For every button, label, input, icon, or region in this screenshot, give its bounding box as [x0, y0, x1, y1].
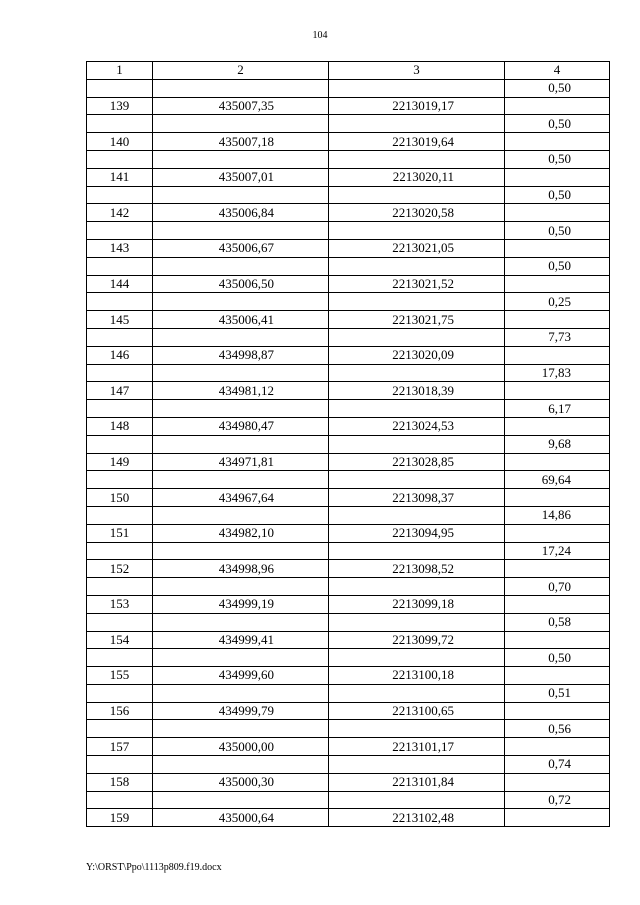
distance-cell: 6,17	[505, 400, 610, 418]
empty-cell	[153, 186, 329, 204]
empty-cell	[153, 79, 329, 97]
empty-cell	[329, 684, 505, 702]
distance-row	[87, 364, 610, 382]
point-row	[87, 133, 610, 151]
distance-row	[87, 542, 610, 560]
distance-cell: 0,51	[505, 684, 610, 702]
point-row	[87, 417, 610, 435]
empty-cell	[329, 186, 505, 204]
point-number-cell: 141	[87, 168, 153, 186]
empty-cell	[87, 328, 153, 346]
column-header-2: 2	[153, 62, 329, 80]
empty-cell	[153, 364, 329, 382]
distance-cell: 0,58	[505, 613, 610, 631]
point-row	[87, 382, 610, 400]
empty-cell	[505, 524, 610, 542]
empty-cell	[329, 400, 505, 418]
empty-cell	[505, 168, 610, 186]
distance-row	[87, 400, 610, 418]
empty-cell	[87, 756, 153, 774]
y-coordinate-cell: 2213100,65	[329, 702, 505, 720]
distance-cell: 14,86	[505, 506, 610, 524]
empty-cell	[87, 364, 153, 382]
y-coordinate-cell: 2213099,18	[329, 595, 505, 613]
point-number-cell: 157	[87, 738, 153, 756]
empty-cell	[505, 133, 610, 151]
point-row	[87, 168, 610, 186]
empty-cell	[153, 257, 329, 275]
footer-file-path: Y:\ORST\Ppo\1113p809.f19.docx	[86, 862, 222, 873]
empty-cell	[329, 79, 505, 97]
distance-cell: 0,70	[505, 578, 610, 596]
empty-cell	[505, 631, 610, 649]
point-number-cell: 140	[87, 133, 153, 151]
empty-cell	[153, 435, 329, 453]
y-coordinate-cell: 2213018,39	[329, 382, 505, 400]
point-number-cell: 153	[87, 595, 153, 613]
point-row	[87, 773, 610, 791]
x-coordinate-cell: 434967,64	[153, 489, 329, 507]
table-body	[87, 79, 610, 826]
column-header-1: 1	[87, 62, 153, 80]
empty-cell	[87, 435, 153, 453]
distance-row	[87, 791, 610, 809]
point-number-cell: 158	[87, 773, 153, 791]
distance-cell: 0,72	[505, 791, 610, 809]
x-coordinate-cell: 434982,10	[153, 524, 329, 542]
point-row	[87, 524, 610, 542]
y-coordinate-cell: 2213019,17	[329, 97, 505, 115]
y-coordinate-cell: 2213024,53	[329, 417, 505, 435]
empty-cell	[329, 756, 505, 774]
y-coordinate-cell: 2213101,17	[329, 738, 505, 756]
empty-cell	[153, 791, 329, 809]
point-number-cell: 159	[87, 809, 153, 827]
empty-cell	[153, 684, 329, 702]
distance-row	[87, 222, 610, 240]
point-row	[87, 204, 610, 222]
y-coordinate-cell: 2213020,09	[329, 346, 505, 364]
point-number-cell: 144	[87, 275, 153, 293]
x-coordinate-cell: 434998,96	[153, 560, 329, 578]
distance-row	[87, 293, 610, 311]
empty-cell	[153, 506, 329, 524]
distance-cell: 0,74	[505, 756, 610, 774]
y-coordinate-cell: 2213020,11	[329, 168, 505, 186]
x-coordinate-cell: 435006,41	[153, 311, 329, 329]
empty-cell	[87, 400, 153, 418]
empty-cell	[505, 489, 610, 507]
empty-cell	[505, 667, 610, 685]
empty-cell	[505, 97, 610, 115]
empty-cell	[505, 311, 610, 329]
x-coordinate-cell: 434999,79	[153, 702, 329, 720]
empty-cell	[505, 809, 610, 827]
empty-cell	[87, 791, 153, 809]
y-coordinate-cell: 2213028,85	[329, 453, 505, 471]
distance-cell: 0,50	[505, 186, 610, 204]
empty-cell	[505, 773, 610, 791]
empty-cell	[87, 506, 153, 524]
page-number: 104	[312, 30, 328, 41]
point-number-cell: 148	[87, 417, 153, 435]
distance-cell: 0,50	[505, 649, 610, 667]
empty-cell	[87, 293, 153, 311]
x-coordinate-cell: 434971,81	[153, 453, 329, 471]
x-coordinate-cell: 435006,84	[153, 204, 329, 222]
distance-row	[87, 435, 610, 453]
empty-cell	[329, 222, 505, 240]
y-coordinate-cell: 2213020,58	[329, 204, 505, 222]
empty-cell	[153, 649, 329, 667]
point-row	[87, 702, 610, 720]
x-coordinate-cell: 434981,12	[153, 382, 329, 400]
empty-cell	[153, 150, 329, 168]
distance-row	[87, 756, 610, 774]
distance-row	[87, 328, 610, 346]
point-row	[87, 738, 610, 756]
empty-cell	[87, 79, 153, 97]
empty-cell	[329, 293, 505, 311]
empty-cell	[505, 453, 610, 471]
empty-cell	[505, 239, 610, 257]
point-row	[87, 453, 610, 471]
point-number-cell: 151	[87, 524, 153, 542]
distance-cell: 69,64	[505, 471, 610, 489]
empty-cell	[87, 150, 153, 168]
point-number-cell: 149	[87, 453, 153, 471]
x-coordinate-cell: 434999,41	[153, 631, 329, 649]
x-coordinate-cell: 435007,18	[153, 133, 329, 151]
distance-row	[87, 720, 610, 738]
column-header-3: 3	[329, 62, 505, 80]
x-coordinate-cell: 435006,50	[153, 275, 329, 293]
point-number-cell: 156	[87, 702, 153, 720]
x-coordinate-cell: 434999,60	[153, 667, 329, 685]
empty-cell	[329, 257, 505, 275]
empty-cell	[505, 595, 610, 613]
distance-cell: 0,50	[505, 222, 610, 240]
point-row	[87, 489, 610, 507]
y-coordinate-cell: 2213021,05	[329, 239, 505, 257]
y-coordinate-cell: 2213101,84	[329, 773, 505, 791]
point-number-cell: 147	[87, 382, 153, 400]
empty-cell	[87, 720, 153, 738]
empty-cell	[153, 720, 329, 738]
empty-cell	[329, 328, 505, 346]
point-row	[87, 809, 610, 827]
point-number-cell: 154	[87, 631, 153, 649]
empty-cell	[153, 578, 329, 596]
empty-cell	[87, 186, 153, 204]
y-coordinate-cell: 2213094,95	[329, 524, 505, 542]
empty-cell	[153, 400, 329, 418]
point-number-cell: 145	[87, 311, 153, 329]
y-coordinate-cell: 2213021,52	[329, 275, 505, 293]
distance-cell: 7,73	[505, 328, 610, 346]
point-number-cell: 150	[87, 489, 153, 507]
x-coordinate-cell: 435000,30	[153, 773, 329, 791]
empty-cell	[329, 578, 505, 596]
empty-cell	[87, 115, 153, 133]
point-row	[87, 275, 610, 293]
empty-cell	[505, 382, 610, 400]
point-row	[87, 560, 610, 578]
point-row	[87, 239, 610, 257]
y-coordinate-cell: 2213021,75	[329, 311, 505, 329]
point-number-cell: 139	[87, 97, 153, 115]
empty-cell	[329, 506, 505, 524]
coordinates-table	[86, 61, 610, 827]
distance-row	[87, 150, 610, 168]
empty-cell	[153, 222, 329, 240]
distance-row	[87, 506, 610, 524]
empty-cell	[505, 204, 610, 222]
empty-cell	[153, 471, 329, 489]
point-row	[87, 667, 610, 685]
empty-cell	[329, 364, 505, 382]
y-coordinate-cell: 2213100,18	[329, 667, 505, 685]
x-coordinate-cell: 434998,87	[153, 346, 329, 364]
distance-cell: 0,50	[505, 115, 610, 133]
x-coordinate-cell: 435007,35	[153, 97, 329, 115]
distance-cell: 0,25	[505, 293, 610, 311]
empty-cell	[87, 257, 153, 275]
distance-cell: 0,50	[505, 150, 610, 168]
point-number-cell: 146	[87, 346, 153, 364]
distance-row	[87, 578, 610, 596]
point-row	[87, 595, 610, 613]
empty-cell	[153, 293, 329, 311]
x-coordinate-cell: 435000,64	[153, 809, 329, 827]
distance-row	[87, 684, 610, 702]
x-coordinate-cell: 435000,00	[153, 738, 329, 756]
empty-cell	[329, 613, 505, 631]
distance-row	[87, 257, 610, 275]
point-row	[87, 631, 610, 649]
distance-row	[87, 79, 610, 97]
distance-cell: 0,50	[505, 257, 610, 275]
empty-cell	[87, 542, 153, 560]
empty-cell	[153, 756, 329, 774]
x-coordinate-cell: 435006,67	[153, 239, 329, 257]
empty-cell	[329, 542, 505, 560]
table-header-row	[87, 62, 610, 80]
empty-cell	[505, 738, 610, 756]
point-row	[87, 311, 610, 329]
empty-cell	[329, 435, 505, 453]
distance-cell: 0,56	[505, 720, 610, 738]
column-header-4: 4	[505, 62, 610, 80]
x-coordinate-cell: 434980,47	[153, 417, 329, 435]
empty-cell	[153, 328, 329, 346]
empty-cell	[153, 613, 329, 631]
distance-row	[87, 186, 610, 204]
y-coordinate-cell: 2213099,72	[329, 631, 505, 649]
empty-cell	[505, 560, 610, 578]
x-coordinate-cell: 435007,01	[153, 168, 329, 186]
empty-cell	[505, 417, 610, 435]
point-number-cell: 152	[87, 560, 153, 578]
y-coordinate-cell: 2213102,48	[329, 809, 505, 827]
distance-row	[87, 613, 610, 631]
empty-cell	[87, 222, 153, 240]
distance-cell: 0,50	[505, 79, 610, 97]
distance-cell: 9,68	[505, 435, 610, 453]
point-number-cell: 143	[87, 239, 153, 257]
empty-cell	[329, 649, 505, 667]
empty-cell	[329, 791, 505, 809]
x-coordinate-cell: 434999,19	[153, 595, 329, 613]
distance-cell: 17,24	[505, 542, 610, 560]
distance-cell: 17,83	[505, 364, 610, 382]
y-coordinate-cell: 2213019,64	[329, 133, 505, 151]
empty-cell	[329, 720, 505, 738]
empty-cell	[505, 702, 610, 720]
empty-cell	[505, 346, 610, 364]
y-coordinate-cell: 2213098,52	[329, 560, 505, 578]
empty-cell	[329, 471, 505, 489]
empty-cell	[329, 150, 505, 168]
point-number-cell: 155	[87, 667, 153, 685]
coordinates-table-container	[86, 61, 609, 827]
empty-cell	[87, 613, 153, 631]
empty-cell	[87, 649, 153, 667]
point-row	[87, 97, 610, 115]
empty-cell	[87, 471, 153, 489]
point-row	[87, 346, 610, 364]
empty-cell	[153, 542, 329, 560]
y-coordinate-cell: 2213098,37	[329, 489, 505, 507]
empty-cell	[87, 684, 153, 702]
empty-cell	[87, 578, 153, 596]
distance-row	[87, 471, 610, 489]
empty-cell	[329, 115, 505, 133]
point-number-cell: 142	[87, 204, 153, 222]
distance-row	[87, 649, 610, 667]
empty-cell	[505, 275, 610, 293]
distance-row	[87, 115, 610, 133]
empty-cell	[153, 115, 329, 133]
